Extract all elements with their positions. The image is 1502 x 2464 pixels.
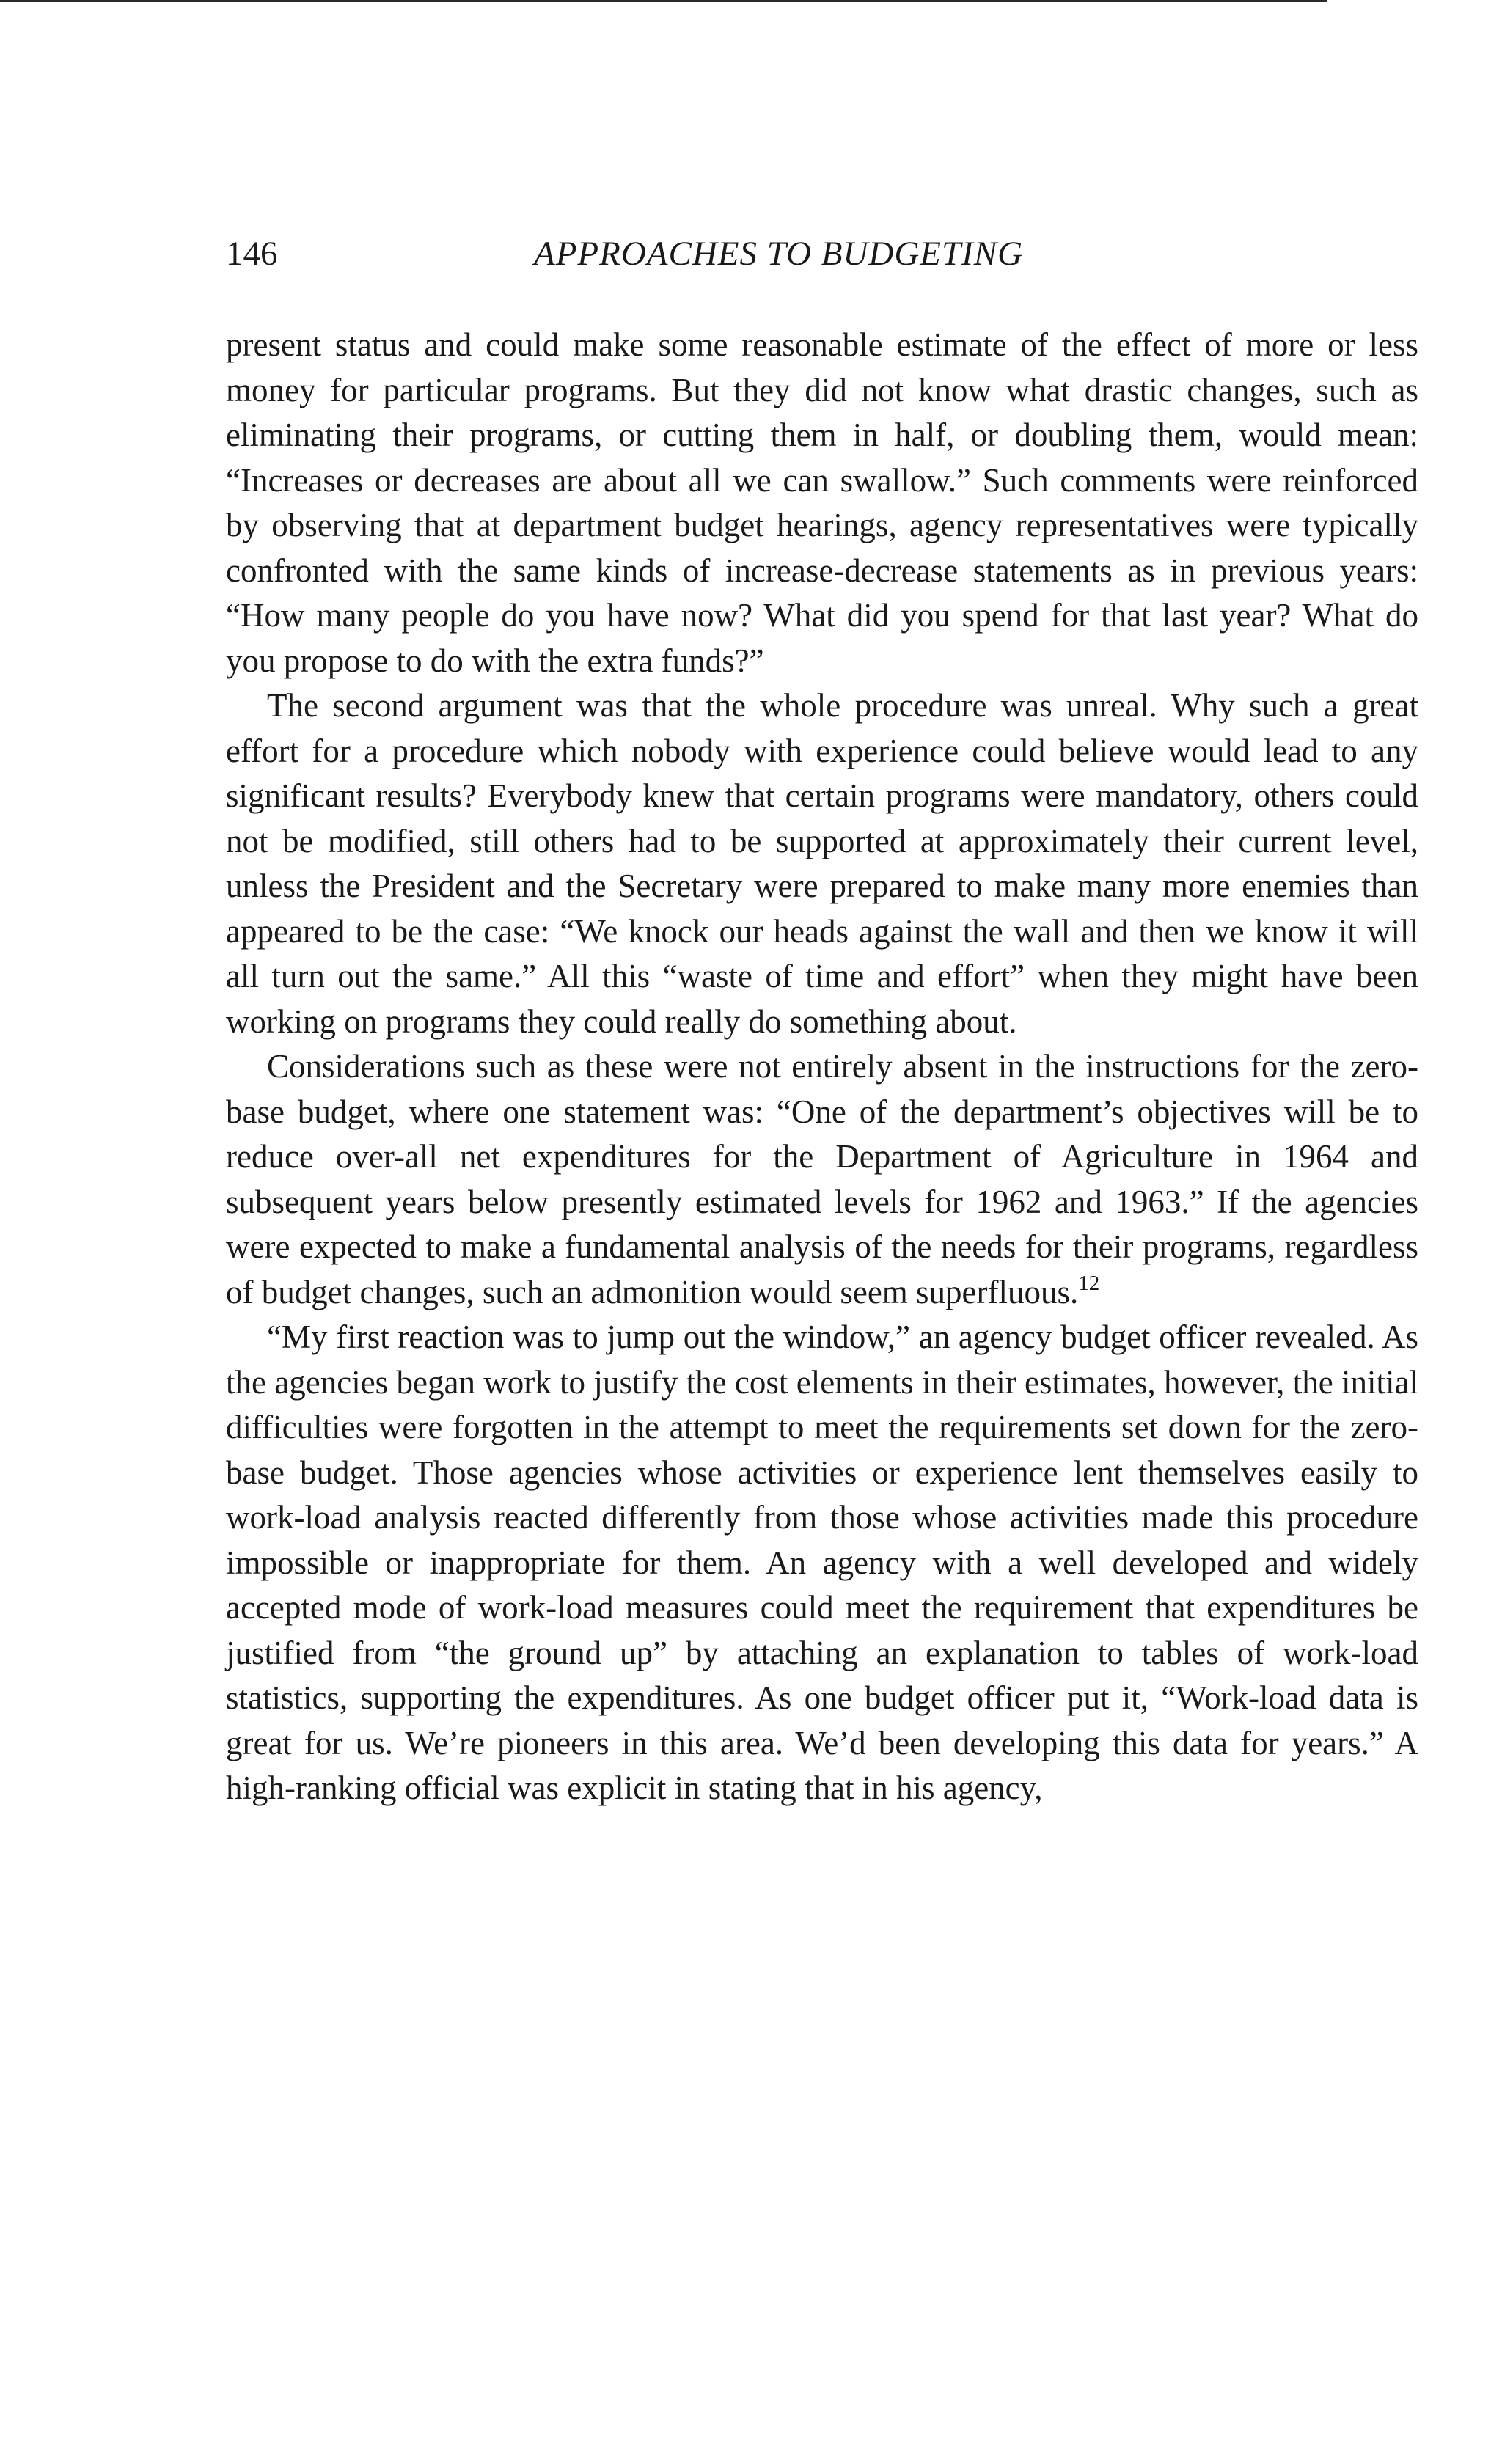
top-scan-rule <box>0 0 1327 2</box>
running-title: APPROACHES TO BUDGETING <box>534 235 1024 273</box>
paragraph-2: The second argument was that the whole procedure was unreal. Why such a great effort for a procedure which nobody with experience could believe would lead to any significant results? Everybody knew that certain programs were mandatory, others could not be modified, still others had to be supported at approximately their current level, unless the President and the Secretary were prepared to make many more enemies than appeared to be the case: “We knock our heads against the wall and then we know it will all turn out the same.” All this “waste of time and effort” when they might have been working on programs they could really do something about. <box>226 687 1418 1040</box>
body-text <box>226 323 1418 1811</box>
footnote-reference: 12 <box>1078 1271 1100 1295</box>
paragraph-1: present status and could make some reasonable estimate of the effect of more or less money for particular programs. But they did not know what drastic changes, such as eliminating their programs, or cutting them in half, or doubling them, would mean: “Increases or decreases are about all we can swallow.” Such comments were reinforced by observing that at department budget hearings, agency representatives were typically confronted with the same kinds of increase-decrease statements as in previous years: “How many people do you have now? What did you spend for that last year? What do you propose to do with the extra funds?” <box>226 326 1418 679</box>
paragraph-3 <box>226 1044 1418 1315</box>
running-head <box>226 232 1429 276</box>
page-number: 146 <box>226 235 278 273</box>
paragraph-4: “My first reaction was to jump out the window,” an agency budget officer revealed. As the agencies began work to justify the cost elements in their estimates, however, the initial difficulties were forgotten in the attempt to meet the requirements set down for the zero-base budget. Those agencies whose activities or experience lent themselves easily to work-load analysis reacted differently from those whose activities made this procedure impossible or inappropriate for them. An agency with a well developed and widely accepted mode of work-load measures could meet the requirement that expenditures be justified from “the ground up” by attaching an explanation to tables of work-load statistics, supporting the expenditures. As one budget officer put it, “Work-load data is great for us. We’re pioneers in this area. We’d been developing this data for years.” A high-ranking official was explicit in stating that in his agency, <box>226 1319 1418 1806</box>
paragraph-3-text: Considerations such as these were not entirely absent in the instructions for the zero-base budget, where one statement was: “One of the department’s objectives will be to reduce over-all net expenditures for the Department of Agriculture in 1964 and subsequent years below presently estimated levels for 1962 and 1963.” If the agencies were expected to make a fundamental analysis of the needs for their programs, regardless of budget changes, such an admonition would seem superfluous. <box>226 1048 1418 1310</box>
